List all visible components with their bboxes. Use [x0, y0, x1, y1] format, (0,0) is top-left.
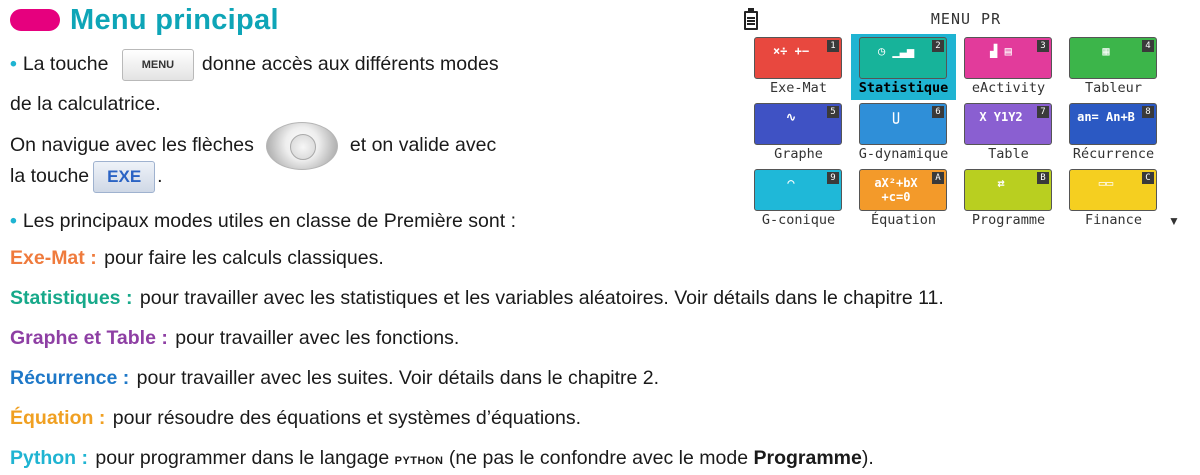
intro-line-4	[10, 161, 163, 193]
mode-name: Exe-Mat :	[10, 247, 97, 269]
mode-desc: pour travailler avec les suites. Voir détails dans le chapitre 2.	[136, 367, 660, 389]
mode-label: G-dynamique	[858, 146, 949, 162]
mode-glyph: ∿	[785, 110, 797, 124]
mode-label: Programme	[971, 212, 1046, 228]
mode-desc: pour travailler avec les statistiques et les variables aléatoires. Voir détails dans le chapitre 11.	[139, 287, 944, 309]
mode-tile-icon	[1069, 169, 1157, 211]
mode-icon-9[interactable]	[746, 166, 851, 232]
mode-glyph: aX²+bX +c=0	[874, 176, 918, 204]
mode-tile-icon	[754, 37, 842, 79]
mode-icon-1[interactable]	[746, 34, 851, 100]
python-keyword: PYTHON	[394, 455, 444, 467]
mode-label: G-conique	[761, 212, 836, 228]
mode-desc: ).	[861, 447, 874, 469]
mode-shortcut-number: 5	[827, 106, 839, 118]
mode-glyph: an= An+B	[1077, 110, 1135, 124]
mode-label: Finance	[1085, 212, 1142, 228]
mode-label: Exe-Mat	[770, 80, 827, 96]
mode-tile-icon	[964, 169, 1052, 211]
mode-icon-12[interactable]	[1061, 166, 1166, 232]
mode-label: Statistique	[858, 80, 949, 96]
mode-tile-icon	[754, 103, 842, 145]
mode-glyph: X Y1Y2	[979, 110, 1023, 124]
mode-label: Graphe	[774, 146, 823, 162]
mode-equation	[10, 407, 581, 430]
mode-icon-grid	[746, 34, 1166, 230]
mode-tile-icon	[1069, 37, 1157, 79]
intro-line-1	[10, 49, 499, 81]
mode-glyph: ⋃	[892, 110, 900, 124]
mode-glyph: ×÷ +−	[772, 44, 810, 58]
bullet-icon: •	[10, 53, 17, 76]
title-marker	[10, 9, 60, 31]
intro-line-2: de la calculatrice.	[10, 93, 161, 115]
calculator-title: MENU PR	[930, 10, 1002, 28]
mode-icon-7[interactable]	[956, 100, 1061, 166]
mode-desc: pour résoudre des équations et systèmes d’équations.	[112, 407, 582, 429]
mode-shortcut-number: 2	[932, 40, 944, 52]
bullet-icon: •	[10, 210, 17, 232]
mode-name: Python :	[10, 447, 88, 469]
mode-shortcut-number: 9	[827, 172, 839, 184]
intro-text: On navigue avec les flèches	[10, 134, 254, 157]
mode-name: Équation :	[10, 407, 106, 429]
mode-shortcut-number: B	[1037, 172, 1049, 184]
mode-glyph: ▦	[1102, 44, 1110, 58]
intro-text: La touche	[22, 53, 109, 76]
mode-icon-5[interactable]	[746, 100, 851, 166]
mode-name: Statistiques :	[10, 287, 133, 309]
mode-recurrence	[10, 367, 659, 390]
page-title: Menu principal	[70, 3, 279, 36]
intro-text: Les principaux modes utiles en classe de Première sont :	[22, 210, 516, 232]
mode-desc: pour faire les calculs classiques.	[104, 247, 384, 269]
mode-tile-icon	[859, 37, 947, 79]
mode-desc: pour programmer dans le langage	[95, 447, 390, 469]
mode-shortcut-number: 4	[1142, 40, 1154, 52]
mode-name: Récurrence :	[10, 367, 130, 389]
mode-desc: (ne pas le confondre avec le mode	[448, 447, 749, 469]
mode-label: Table	[988, 146, 1029, 162]
mode-tile-icon	[964, 103, 1052, 145]
mode-exe-mat	[10, 247, 384, 270]
mode-shortcut-number: 7	[1037, 106, 1049, 118]
mode-name: Graphe et Table :	[10, 327, 168, 349]
mode-icon-3[interactable]	[956, 34, 1061, 100]
arrow-pad-icon	[266, 122, 338, 170]
mode-shortcut-number: 8	[1142, 106, 1154, 118]
mode-glyph: ▭▭	[1098, 176, 1114, 190]
mode-tile-icon	[964, 37, 1052, 79]
mode-tile-icon	[754, 169, 842, 211]
mode-icon-10[interactable]	[851, 166, 956, 232]
programme-keyword: Programme	[753, 447, 862, 469]
mode-tile-icon	[1069, 103, 1157, 145]
mode-glyph: ◠	[787, 176, 795, 190]
mode-label: Récurrence	[1072, 146, 1155, 162]
mode-python	[10, 447, 874, 470]
mode-icon-2[interactable]	[851, 34, 956, 100]
mode-glyph: ⇄	[997, 176, 1005, 190]
intro-text: et on valide avec	[349, 134, 497, 157]
exe-key: EXE	[93, 161, 155, 193]
intro-text: donne accès aux différents modes	[201, 53, 499, 76]
mode-graphe-table	[10, 327, 459, 350]
section-title	[10, 3, 279, 37]
mode-icon-8[interactable]	[1061, 100, 1166, 166]
mode-label: Équation	[870, 212, 937, 228]
mode-icon-4[interactable]	[1061, 34, 1166, 100]
intro-text: la touche	[10, 165, 90, 188]
mode-shortcut-number: C	[1142, 172, 1154, 184]
mode-glyph: ▟ ▤	[990, 44, 1012, 58]
menu-key: MENU	[122, 49, 194, 81]
scroll-down-icon: ▼	[1168, 214, 1180, 228]
mode-desc: pour travailler avec les fonctions.	[175, 327, 460, 349]
mode-tile-icon	[859, 169, 947, 211]
mode-shortcut-number: 6	[932, 106, 944, 118]
mode-shortcut-number: A	[932, 172, 944, 184]
mode-icon-6[interactable]	[851, 100, 956, 166]
mode-statistiques	[10, 287, 944, 310]
mode-glyph: ◷ ▁▃▅	[877, 44, 915, 58]
mode-icon-11[interactable]	[956, 166, 1061, 232]
mode-shortcut-number: 1	[827, 40, 839, 52]
mode-shortcut-number: 3	[1037, 40, 1049, 52]
mode-label: Tableur	[1085, 80, 1142, 96]
intro-text: .	[157, 165, 163, 188]
calculator-screen	[740, 8, 1192, 232]
mode-label: eActivity	[971, 80, 1046, 96]
intro-line-5	[10, 209, 516, 234]
mode-tile-icon	[859, 103, 947, 145]
